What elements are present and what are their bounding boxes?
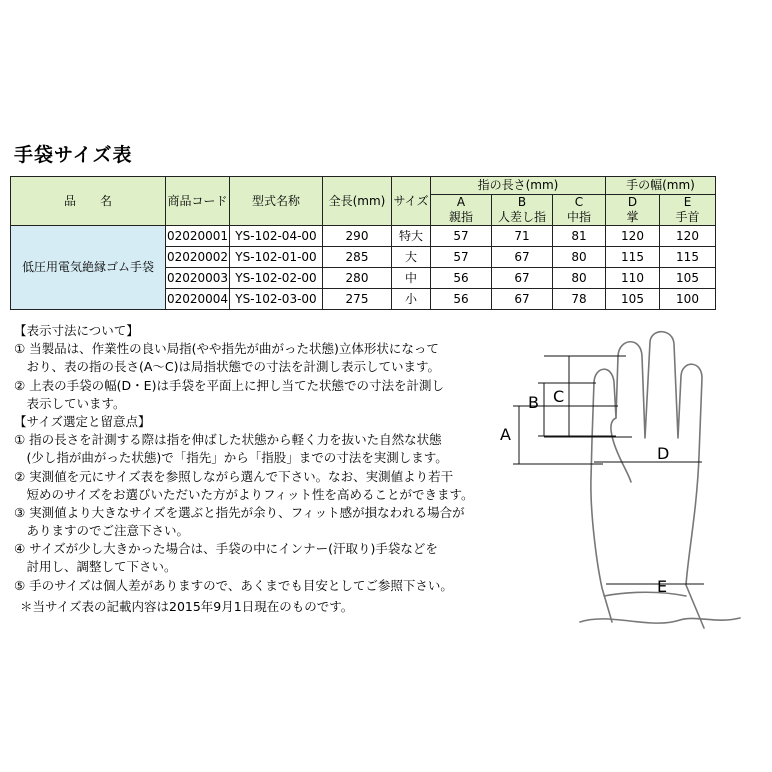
cell-length: 290 <box>323 226 392 247</box>
cell-c: 81 <box>553 226 606 247</box>
header-col-e: E 手首 <box>660 195 716 226</box>
cell-model: YS-102-02-00 <box>230 268 323 289</box>
page-title: 手袋サイズ表 <box>14 144 133 166</box>
size-table <box>10 176 716 310</box>
notes-line: 表示しています。 <box>14 395 126 411</box>
notes-line: ありますのでご注意下さい。 <box>14 523 190 539</box>
notes-line: ⑤ 手のサイズは個人差がありますので、あくまでも目安としてご参照下さい。 <box>14 577 453 593</box>
footnote: ＊当サイズ表の記載内容は2015年9月1日現在のものです。 <box>20 599 354 614</box>
cell-d: 105 <box>606 289 660 310</box>
cell-model: YS-102-04-00 <box>230 226 323 247</box>
notes-line: おり、表の指の長さ(A～C)は局指状態での寸法を計測し表示しています。 <box>14 359 441 375</box>
header-total-length: 全長(mm) <box>323 177 392 226</box>
cell-d: 115 <box>606 247 660 268</box>
cell-d: 110 <box>606 268 660 289</box>
cell-length: 280 <box>323 268 392 289</box>
cell-b: 67 <box>492 289 553 310</box>
cell-size: 小 <box>392 289 431 310</box>
cell-c: 80 <box>553 247 606 268</box>
cell-b: 67 <box>492 268 553 289</box>
cell-e: 120 <box>660 226 716 247</box>
cell-model: YS-102-01-00 <box>230 247 323 268</box>
header-code: 商品コード <box>166 177 230 226</box>
cell-c: 78 <box>553 289 606 310</box>
notes-line: ① 指の長さを計測する際は指を伸ばした状態から軽く力を抜いた自然な状態 <box>14 432 442 448</box>
header-finger-length: 指の長さ(mm) <box>431 177 606 195</box>
label-a: A <box>500 425 511 444</box>
notes-line: 短めのサイズをお選びいただいた方がよりフィット性を高めることができます。 <box>14 486 474 502</box>
cell-a: 56 <box>431 268 492 289</box>
cell-code: 02020001 <box>166 226 230 247</box>
cell-length: 275 <box>323 289 392 310</box>
cell-code: 02020004 <box>166 289 230 310</box>
label-b: B <box>528 393 539 412</box>
cell-d: 120 <box>606 226 660 247</box>
cell-e: 115 <box>660 247 716 268</box>
cell-b: 71 <box>492 226 553 247</box>
notes-line: 討用し、調整して下さい。 <box>14 559 177 575</box>
header-product-name: 品 名 <box>11 177 166 226</box>
cell-a: 57 <box>431 247 492 268</box>
cell-size: 中 <box>392 268 431 289</box>
notes-line: (少し指が曲がった状態)で「指先」から「指股」までの寸法を実測します。 <box>14 450 448 466</box>
cell-e: 100 <box>660 289 716 310</box>
cell-code: 02020002 <box>166 247 230 268</box>
notes-line: ② 上表の手袋の幅(D・E)は手袋を平面上に押し当てた状態での寸法を計測し <box>14 377 444 393</box>
label-d: D <box>657 444 670 463</box>
header-col-c: C 中指 <box>553 195 606 226</box>
cell-size: 特大 <box>392 226 431 247</box>
cell-length: 285 <box>323 247 392 268</box>
label-e: E <box>657 577 668 596</box>
header-model: 型式名称 <box>230 177 323 226</box>
notes-line: ② 実測値を元にサイズ表を参照しながら選んで下さい。なお、実測値より若干 <box>14 468 454 484</box>
table-row <box>11 226 716 247</box>
header-col-d: D 掌 <box>606 195 660 226</box>
cell-a: 56 <box>431 289 492 310</box>
cell-c: 80 <box>553 268 606 289</box>
glove-diagram <box>490 330 760 640</box>
header-col-b: B 人差し指 <box>492 195 553 226</box>
cell-e: 105 <box>660 268 716 289</box>
notes-line: ① 当製品は、作業性の良い局指(やや指先が曲がった状態)立体形状になって <box>14 341 439 357</box>
product-name-cell: 低圧用電気絶縁ゴム手袋 <box>11 226 166 310</box>
header-size: サイズ <box>392 177 431 226</box>
cell-model: YS-102-03-00 <box>230 289 323 310</box>
notes-heading: 【表示寸法について】 <box>14 323 139 338</box>
cell-code: 02020003 <box>166 268 230 289</box>
cell-size: 大 <box>392 247 431 268</box>
cell-a: 57 <box>431 226 492 247</box>
notes-line: ④ サイズが少し大きかった場合は、手袋の中にインナー(汗取り)手袋などを <box>14 541 438 557</box>
notes-line: ③ 実測値より大きなサイズを選ぶと指先が余り、フィット感が損なわれる場合が <box>14 504 465 520</box>
cell-b: 67 <box>492 247 553 268</box>
header-col-a: A 親指 <box>431 195 492 226</box>
notes <box>14 322 474 595</box>
notes-heading: 【サイズ選定と留意点】 <box>14 413 151 429</box>
label-c: C <box>553 387 565 406</box>
header-hand-width: 手の幅(mm) <box>606 177 716 195</box>
